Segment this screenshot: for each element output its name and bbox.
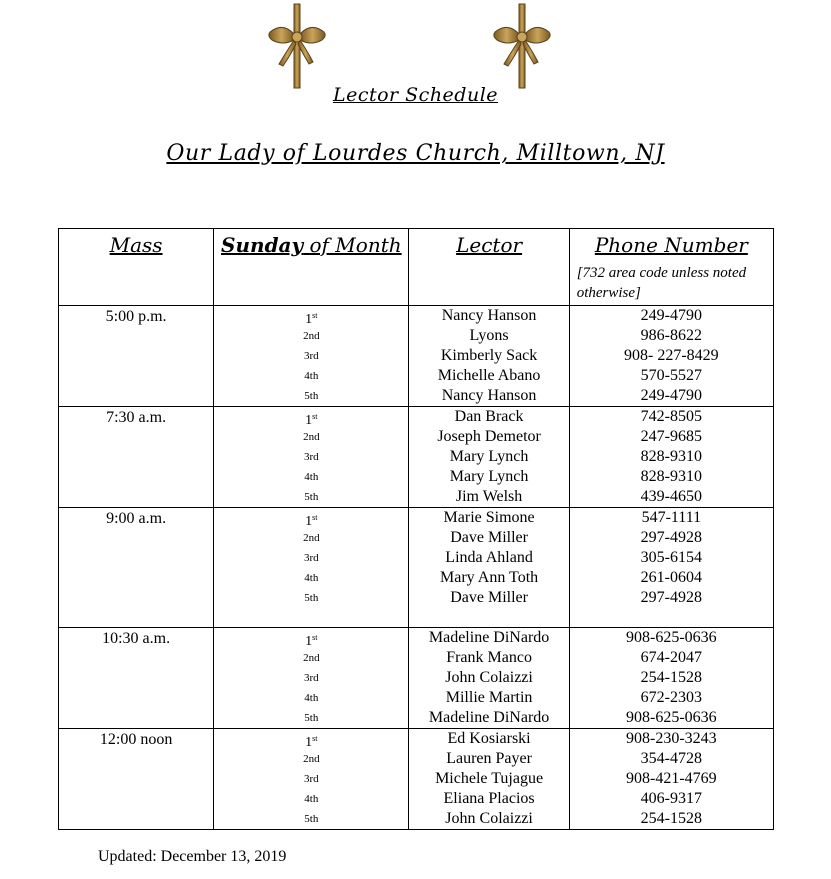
sunday-ordinal: 2nd: [303, 330, 320, 342]
mass-time-cell: [59, 628, 214, 729]
phone-number: 354-4728: [640, 750, 702, 767]
mass-row: [59, 306, 774, 407]
phone-number: 249-4790: [640, 307, 702, 324]
mass-row: [59, 407, 774, 508]
cross-ribbon-icon: [492, 2, 552, 90]
mass-time-cell: [59, 729, 214, 830]
column-header-phone: Phone Number [732 area code unless noted otherwise]: [569, 229, 773, 306]
mass-row: [59, 508, 774, 628]
phone-number: 570-5527: [640, 367, 702, 384]
lector-name: Ed Kosiarski: [447, 730, 531, 747]
sunday-ordinal: 5th: [304, 491, 319, 503]
phone-cell: [569, 306, 773, 407]
lector-cell: [409, 628, 569, 729]
lector-name: Mary Ann Toth: [440, 569, 539, 586]
lector-name: Lauren Payer: [446, 750, 532, 767]
sunday-ordinal: 4th: [304, 471, 319, 483]
lector-name: Joseph Demetor: [437, 428, 541, 445]
lector-name: Dan Brack: [454, 408, 524, 425]
sunday-ordinal: 4th: [304, 793, 319, 805]
mass-time: 5:00 p.m.: [105, 308, 167, 325]
mass-time-cell: [59, 407, 214, 508]
lector-name: Dave Miller: [450, 589, 528, 606]
lector-name: Millie Martin: [445, 689, 533, 706]
lector-cell: [409, 508, 569, 628]
lector-name: Nancy Hanson: [441, 387, 537, 404]
mass-time: 12:00 noon: [99, 731, 173, 748]
sunday-cell: [214, 508, 409, 628]
phone-number: 828-9310: [640, 448, 702, 465]
sunday-cell: [214, 407, 409, 508]
lector-name: Madeline DiNardo: [428, 629, 550, 646]
sunday-cell: [214, 628, 409, 729]
page-title: Lector Schedule: [332, 84, 499, 106]
column-header-lector: Lector: [409, 229, 569, 306]
phone-number: 986-8622: [640, 327, 702, 344]
lector-name: Jim Welsh: [455, 488, 523, 505]
sunday-cell: [214, 729, 409, 830]
phone-number: 297-4928: [640, 529, 702, 546]
sunday-ordinal: 4th: [304, 572, 319, 584]
lector-name: Frank Manco: [446, 649, 532, 666]
phone-number: 908-230-3243: [626, 730, 717, 747]
sunday-ordinal: 5th: [304, 813, 319, 825]
phone-number: 908-625-0636: [626, 709, 717, 726]
updated-date: Updated: December 13, 2019: [98, 848, 287, 865]
sunday-ordinal: 5th: [304, 390, 319, 402]
sunday-ordinal: 3rd: [304, 451, 319, 463]
lector-cell: [409, 729, 569, 830]
sunday-ordinal: 1st: [305, 311, 318, 327]
phone-cell: [569, 407, 773, 508]
sunday-ordinal: 4th: [304, 370, 319, 382]
lector-name: Mary Lynch: [449, 468, 529, 485]
phone-number: 406-9317: [640, 790, 702, 807]
mass-time-cell: [59, 306, 214, 407]
lector-schedule-table: [58, 228, 774, 830]
phone-number: 254-1528: [640, 669, 702, 686]
lector-name: Kimberly Sack: [440, 347, 538, 364]
mass-row: [59, 729, 774, 830]
sunday-ordinal: 3rd: [304, 672, 319, 684]
lector-name: Madeline DiNardo: [428, 709, 550, 726]
cross-ribbon-icon: [267, 2, 327, 90]
phone-number: 908-625-0636: [626, 629, 717, 646]
phone-number: 674-2047: [640, 649, 702, 666]
lector-name: Marie Simone: [443, 509, 535, 526]
mass-time: 10:30 a.m.: [102, 630, 171, 647]
mass-time: 9:00 a.m.: [106, 510, 167, 527]
sunday-ordinal: 3rd: [304, 552, 319, 564]
lector-name: Lyons: [469, 327, 509, 344]
table-header-row: [59, 229, 774, 306]
sunday-ordinal: 3rd: [304, 773, 319, 785]
phone-cell: [569, 508, 773, 628]
phone-cell: [569, 729, 773, 830]
mass-time-cell: [59, 508, 214, 628]
sunday-ordinal: 4th: [304, 692, 319, 704]
phone-number: 297-4928: [640, 589, 702, 606]
column-header-sunday: Sunday of Month: [214, 229, 409, 306]
phone-number: 305-6154: [640, 549, 702, 566]
phone-number: 908- 227-8429: [624, 347, 719, 364]
area-code-note: [732 area code unless noted otherwise]: [576, 265, 747, 301]
lector-name: Nancy Hanson: [441, 307, 537, 324]
lector-name: Eliana Placios: [443, 790, 535, 807]
sunday-ordinal: 1st: [305, 513, 318, 529]
phone-number: 261-0604: [640, 569, 702, 586]
sunday-ordinal: 1st: [305, 412, 318, 428]
lector-name: Dave Miller: [450, 529, 528, 546]
lector-name: Michele Tujague: [435, 770, 544, 787]
sunday-ordinal: 3rd: [304, 350, 319, 362]
sunday-ordinal: 2nd: [303, 431, 320, 443]
column-header-mass: Mass: [59, 229, 214, 306]
sunday-ordinal: 2nd: [303, 652, 320, 664]
lector-name: Linda Ahland: [445, 549, 533, 566]
mass-row: [59, 628, 774, 729]
phone-number: 254-1528: [640, 810, 702, 827]
sunday-ordinal: 1st: [305, 734, 318, 750]
sunday-cell: [214, 306, 409, 407]
sunday-ordinal: 2nd: [303, 753, 320, 765]
phone-number: 672-2303: [640, 689, 702, 706]
phone-number: 908-421-4769: [626, 770, 717, 787]
lector-name: John Colaizzi: [445, 810, 533, 827]
phone-number: 742-8505: [640, 408, 702, 425]
sunday-ordinal: 5th: [304, 592, 319, 604]
lector-name: Mary Lynch: [449, 448, 529, 465]
phone-number: 828-9310: [640, 468, 702, 485]
phone-cell: [569, 628, 773, 729]
phone-number: 247-9685: [640, 428, 702, 445]
phone-number: 249-4790: [640, 387, 702, 404]
lector-cell: [409, 407, 569, 508]
phone-number: 439-4650: [640, 488, 702, 505]
lector-name: Michelle Abano: [437, 367, 541, 384]
lector-cell: [409, 306, 569, 407]
phone-number: 547-1111: [641, 509, 702, 526]
sunday-ordinal: 2nd: [303, 532, 320, 544]
sunday-ordinal: 5th: [304, 712, 319, 724]
sunday-ordinal: 1st: [305, 633, 318, 649]
lector-name: John Colaizzi: [445, 669, 533, 686]
church-subtitle: Our Lady of Lourdes Church, Milltown, NJ: [166, 141, 665, 166]
mass-time: 7:30 a.m.: [106, 409, 167, 426]
